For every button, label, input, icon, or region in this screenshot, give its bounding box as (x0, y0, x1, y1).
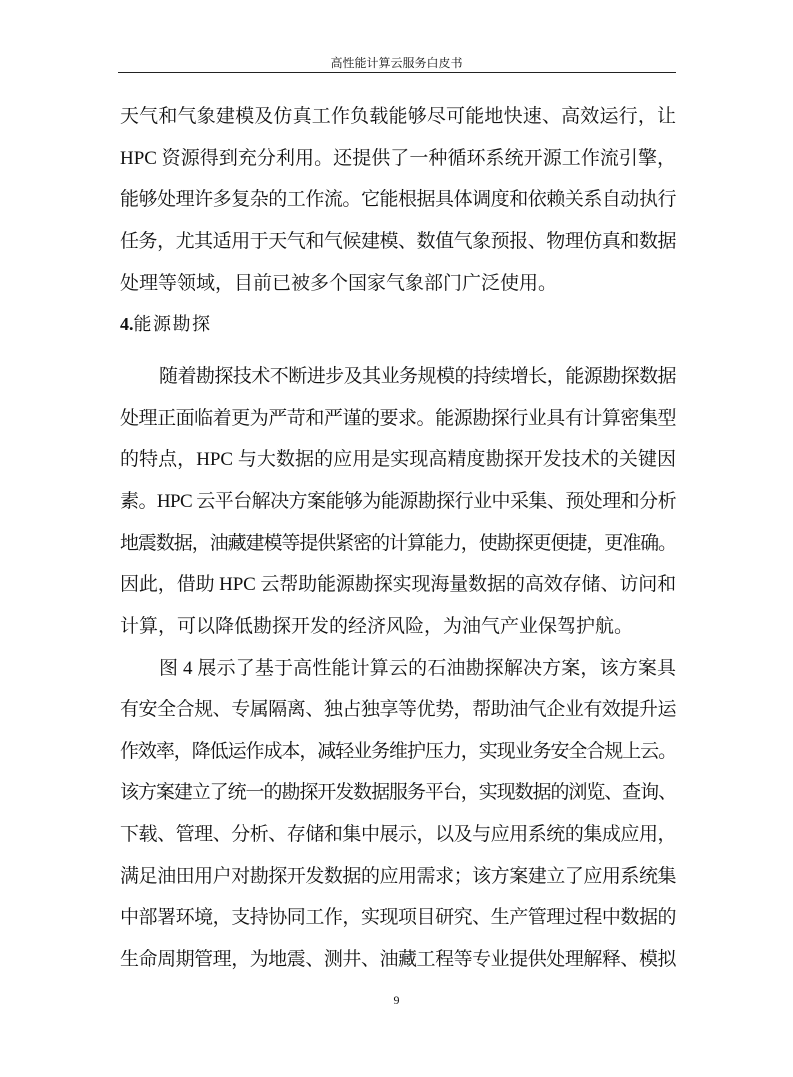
text-line (120, 689, 676, 731)
text-line-content: 能够处理许多复杂的工作流。它能根据具体调度和依赖关系自动执行 (120, 189, 676, 211)
paragraph (120, 648, 676, 981)
text-line (120, 481, 676, 523)
text-line (120, 606, 676, 648)
text-line (120, 856, 676, 898)
text-line-content: 随着勘探技术不断进步及其业务规模的持续增长，能源勘探数据 (159, 366, 676, 388)
text-line (120, 564, 676, 606)
text-line-content: 满足油田用户对勘探开发数据的应用需求；该方案建立了应用系统集 (120, 865, 676, 887)
paragraph (120, 356, 676, 647)
section-heading (120, 304, 676, 346)
section-number: 4. (120, 314, 134, 335)
text-line-content: 中部署环境，支持协同工作，实现项目研究、生产管理过程中数据的 (120, 907, 676, 929)
text-line (120, 939, 676, 981)
text-line-content: 计算，可以降低勘探开发的经济风险，为油气产业保驾护航。 (120, 615, 634, 637)
text-line (120, 731, 676, 773)
text-line (120, 772, 676, 814)
text-line (120, 96, 676, 138)
text-line-content: HPC 资源得到充分利用。还提供了一种循环系统开源工作流引擎， (120, 147, 676, 169)
text-line-content: 素。HPC 云平台解决方案能够为能源勘探行业中采集、预处理和分析 (120, 491, 676, 513)
body-text (120, 96, 676, 981)
header-rule (118, 72, 676, 73)
text-line-content: 作效率，降低运作成本，减轻业务维护压力，实现业务安全合规上云。 (120, 740, 676, 762)
text-line-content: 图 4 展示了基于高性能计算云的石油勘探解决方案，该方案具 (159, 657, 676, 679)
page-number: 9 (393, 993, 400, 1007)
paragraph (120, 96, 676, 304)
text-line (120, 356, 676, 398)
text-line-content: 天气和气象建模及仿真工作负载能够尽可能地快速、高效运行，让 (120, 106, 676, 127)
text-line (120, 897, 676, 939)
text-line-content: 任务，尤其适用于天气和气候建模、数值气象预报、物理仿真和数据 (120, 230, 676, 252)
text-line (120, 263, 676, 305)
text-line (120, 439, 676, 481)
section-title: 能源勘探 (133, 314, 212, 335)
text-line (120, 523, 676, 565)
text-line-content: 处理正面临着更为严苛和严谨的要求。能源勘探行业具有计算密集型 (120, 407, 676, 429)
text-line-content: 该方案建立了统一的勘探开发数据服务平台，实现数据的浏览、查询、 (120, 782, 676, 804)
text-line (120, 179, 676, 221)
text-line (120, 814, 676, 856)
text-line (120, 648, 676, 690)
text-line-content: 地震数据，油藏建模等提供紧密的计算能力，使勘探更便捷，更准确。 (120, 532, 676, 554)
text-line (120, 138, 676, 180)
text-line (120, 221, 676, 263)
running-header-title: 高性能计算云服务白皮书 (330, 56, 463, 70)
text-line-content: 的特点，HPC 与大数据的应用是实现高精度勘探开发技术的关键因 (120, 449, 676, 471)
text-line (120, 398, 676, 440)
text-line-content: 下载、管理、分析、存储和集中展示，以及与应用系统的集成应用， (120, 824, 676, 846)
text-line-content: 生命周期管理，为地震、测井、油藏工程等专业提供处理解释、模拟 (120, 948, 676, 970)
text-line-content: 因此，借助 HPC 云帮助能源勘探实现海量数据的高效存储、访问和 (120, 574, 676, 596)
text-line-content: 有安全合规、专属隔离、独占独享等优势，帮助油气企业有效提升运 (120, 699, 676, 721)
text-line-content: 处理等领域，目前已被多个国家气象部门广泛使用。 (120, 272, 558, 294)
